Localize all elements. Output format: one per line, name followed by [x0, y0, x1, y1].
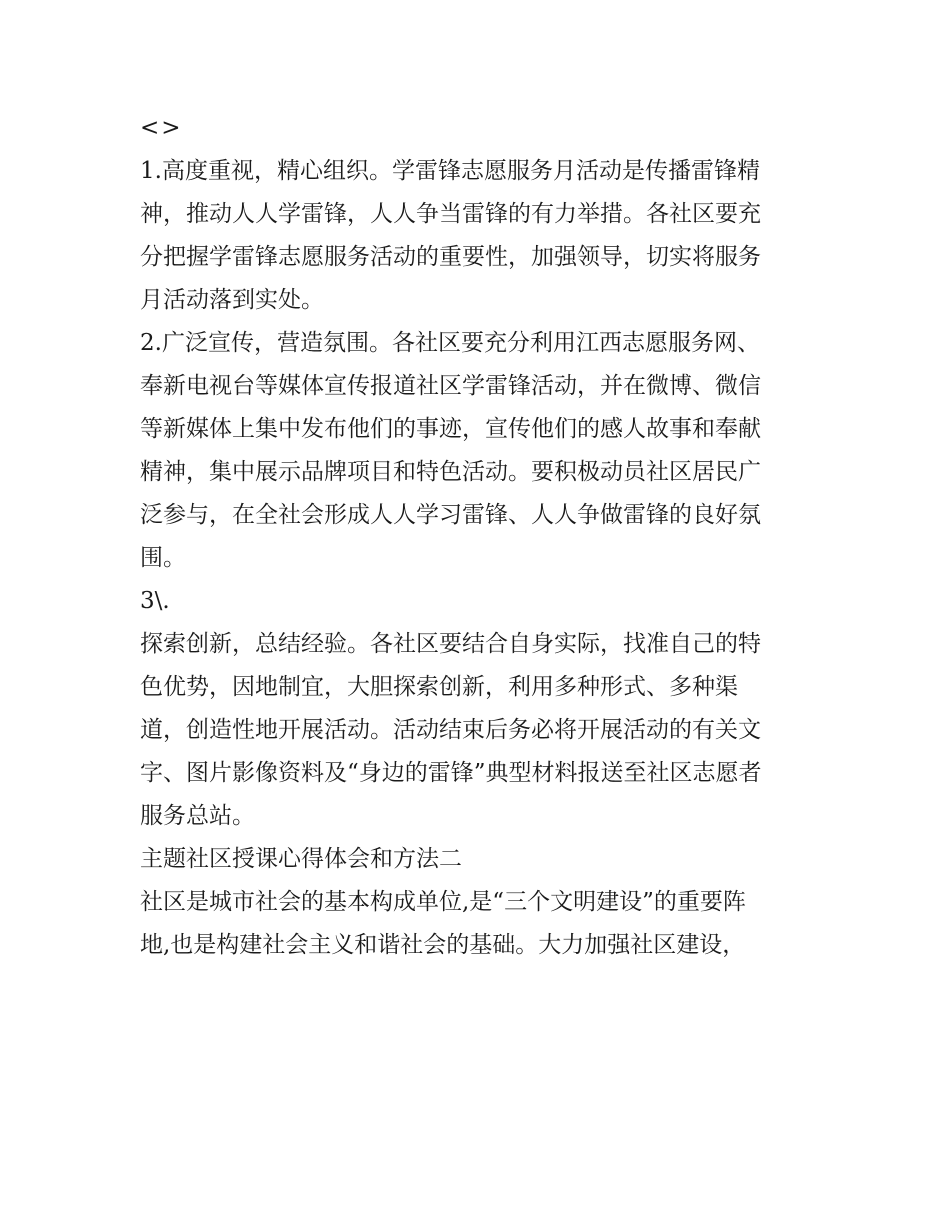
text-line: 2.广泛宣传，营造氛围。各社区要充分利用江西志愿服务网、 — [140, 330, 760, 356]
text-line: 地,也是构建社会主义和谐社会的基础。大力加强社区建设， — [140, 932, 746, 958]
text-line: 服务总站。 — [140, 803, 255, 829]
text-line: 分把握学雷锋志愿服务活动的重要性，加强领导，切实将服务 — [140, 244, 761, 270]
text-line: 精神，集中展示品牌项目和特色活动。要积极动员社区居民广 — [140, 459, 761, 485]
text-line: 色优势，因地制宜，大胆探索创新，利用多种形式、多种渠 — [140, 674, 738, 700]
text-line: 神，推动人人学雷锋，人人争当雷锋的有力举措。各社区要充 — [140, 201, 761, 227]
text-line: 字、图片影像资料及“身边的雷锋”典型材料报送至社区志愿者 — [140, 760, 762, 786]
text-line: 月活动落到实处。 — [140, 287, 324, 313]
document-marker: <> — [140, 115, 183, 141]
section-heading: 主题社区授课心得体会和方法二 — [140, 846, 462, 872]
text-line: 探索创新，总结经验。各社区要结合自身实际，找准自己的特 — [140, 631, 761, 657]
text-line: 道，创造性地开展活动。活动结束后务必将开展活动的有关文 — [140, 717, 761, 743]
text-line: 等新媒体上集中发布他们的事迹，宣传他们的感人故事和奉献 — [140, 416, 761, 442]
document-body — [140, 108, 820, 968]
text-line: 1.高度重视，精心组织。学雷锋志愿服务月活动是传播雷锋精 — [140, 158, 760, 184]
text-line: 社区是城市社会的基本构成单位,是“三个文明建设”的重要阵 — [140, 889, 746, 915]
text-line: 围。 — [140, 545, 186, 571]
text-line: 奉新电视台等媒体宣传报道社区学雷锋活动，并在微博、微信 — [140, 373, 761, 399]
text-line: 3\. — [140, 588, 170, 614]
text-line: 泛参与，在全社会形成人人学习雷锋、人人争做雷锋的良好氛 — [140, 502, 761, 528]
